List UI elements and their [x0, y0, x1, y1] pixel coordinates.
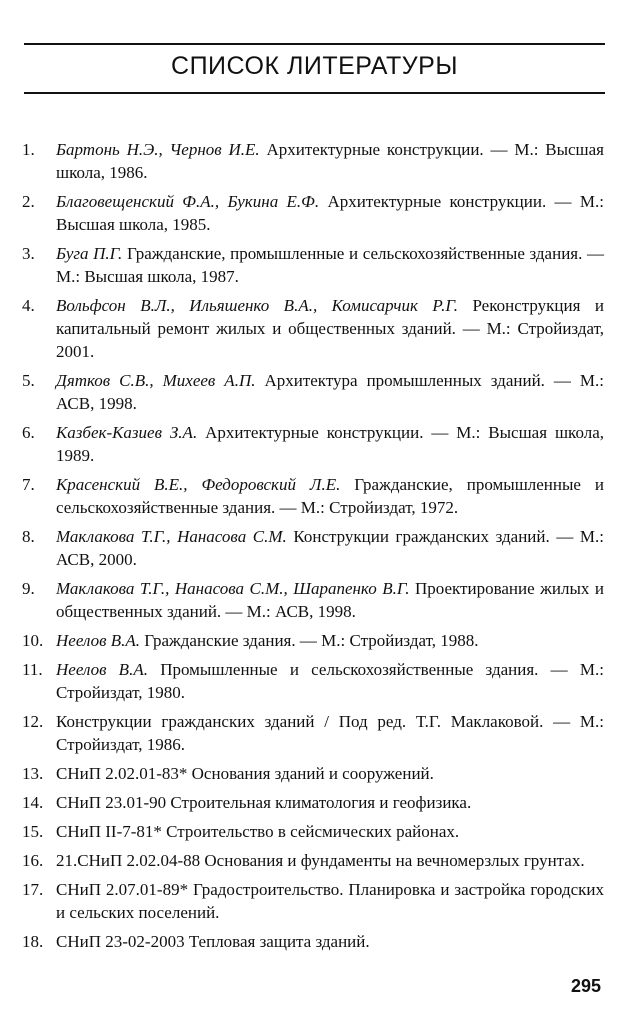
reference-item	[22, 820, 604, 843]
reference-number: 4.	[22, 296, 35, 315]
reference-item	[22, 525, 604, 571]
reference-authors: Неелов В.А.	[56, 631, 140, 650]
reference-list	[22, 138, 604, 959]
reference-title: СНиП 2.02.01-83* Основания зданий и сооружений.	[56, 764, 434, 783]
reference-text	[56, 820, 604, 843]
reference-title: 21.СНиП 2.02.04-88 Основания и фундаменты на вечномерзлых грунтах.	[56, 851, 585, 870]
reference-title: Архитектурные конструкции. — М.: Высшая школа, 1985.	[56, 192, 604, 234]
reference-number: 12.	[22, 712, 44, 731]
reference-text	[56, 762, 604, 785]
reference-text	[56, 930, 604, 953]
reference-title: Реконструкция и капитальный ремонт жилых и общественных зданий. — М.: Стройиздат, 2001.	[56, 296, 604, 361]
page-title: СПИСОК ЛИТЕРАТУРЫ	[171, 52, 458, 80]
reference-title: Гражданские здания. — М.: Стройиздат, 1988.	[139, 631, 479, 650]
reference-text	[56, 849, 604, 872]
reference-title: Гражданские, промышленные и сельскохозяйственные здания. — М.: Стройиздат, 1972.	[56, 475, 604, 517]
reference-text	[56, 710, 604, 756]
reference-number: 5.	[22, 371, 35, 390]
reference-title: СНиП II-7-81* Строительство в сейсмических районах.	[56, 822, 460, 841]
header-top-rule	[24, 43, 605, 45]
reference-authors: Благовещенский Ф.А., Букина Е.Ф.	[56, 192, 320, 211]
reference-number: 2.	[22, 192, 35, 211]
reference-item	[22, 658, 604, 704]
reference-item	[22, 294, 604, 363]
reference-number: 15.	[22, 822, 44, 841]
reference-authors: Красенский В.Е., Федоровский Л.Е.	[56, 475, 341, 494]
reference-number: 10.	[22, 631, 44, 650]
reference-item	[22, 138, 604, 184]
reference-title: СНиП 2.07.01-89* Градостроительство. Планировка и застройка городских и сельских поселений.	[56, 880, 604, 922]
reference-text	[56, 577, 604, 623]
reference-title: Гражданские, промышленные и сельскохозяйственные здания. — М.: Высшая школа, 1987.	[56, 244, 605, 286]
reference-title: Проектирование жилых и общественных зданий. — М.: АСВ, 1998.	[56, 579, 604, 621]
reference-authors: Бартонь Н.Э., Чернов И.Е.	[56, 140, 260, 159]
reference-text	[56, 421, 604, 467]
reference-number: 3.	[22, 244, 35, 263]
reference-authors: Неелов В.А.	[56, 660, 148, 679]
reference-title: Архитектурные конструкции. — М.: Высшая школа, 1989.	[56, 423, 604, 465]
reference-authors: Казбек-Казиев З.А.	[56, 423, 198, 442]
reference-item	[22, 473, 604, 519]
reference-title: Конструкции гражданских зданий. — М.: АСВ, 2000.	[56, 527, 604, 569]
reference-number: 14.	[22, 793, 44, 812]
reference-authors: Вольфсон В.Л., Ильяшенко В.А., Комисарчик Р.Г.	[56, 296, 458, 315]
reference-authors: Маклакова Т.Г., Нанасова С.М.	[56, 527, 287, 546]
reference-number: 18.	[22, 932, 44, 951]
reference-title: Архитектурные конструкции. — М.: Высшая школа, 1986.	[56, 140, 605, 182]
reference-title: Архитектура промышленных зданий. — М.: АСВ, 1998.	[56, 371, 604, 413]
reference-item	[22, 791, 604, 814]
reference-number: 17.	[22, 880, 44, 899]
reference-authors: Дятков С.В., Михеев А.П.	[56, 371, 256, 390]
reference-number: 1.	[22, 140, 35, 159]
reference-number: 13.	[22, 764, 44, 783]
reference-text	[56, 791, 604, 814]
reference-item	[22, 629, 604, 652]
reference-title: Конструкции гражданских зданий / Под ред. Т.Г. Маклаковой. — М.: Стройиздат, 1986.	[56, 712, 604, 754]
reference-item	[22, 762, 604, 785]
reference-text	[56, 138, 604, 184]
reference-text	[56, 473, 604, 519]
reference-text	[56, 294, 604, 363]
reference-text	[56, 242, 604, 288]
reference-text	[56, 658, 604, 704]
reference-item	[22, 930, 604, 953]
reference-title: Промышленные и сельскохозяйственные здания. — М.: Стройиздат, 1980.	[56, 660, 604, 702]
reference-text	[56, 369, 604, 415]
reference-number: 6.	[22, 423, 35, 442]
reference-text	[56, 629, 604, 652]
reference-item	[22, 190, 604, 236]
reference-item	[22, 421, 604, 467]
reference-item	[22, 369, 604, 415]
reference-number: 9.	[22, 579, 35, 598]
reference-item	[22, 878, 604, 924]
reference-title: СНиП 23-02-2003 Тепловая защита зданий.	[56, 932, 370, 951]
reference-number: 8.	[22, 527, 35, 546]
reference-text	[56, 190, 604, 236]
reference-item	[22, 242, 604, 288]
reference-item	[22, 849, 604, 872]
reference-authors: Маклакова Т.Г., Нанасова С.М., Шарапенко В.Г.	[56, 579, 410, 598]
reference-title: СНиП 23.01-90 Строительная климатология и геофизика.	[56, 793, 472, 812]
reference-item	[22, 710, 604, 756]
reference-text	[56, 525, 604, 571]
reference-number: 16.	[22, 851, 44, 870]
reference-item	[22, 577, 604, 623]
reference-number: 7.	[22, 475, 35, 494]
header-bottom-rule	[24, 92, 605, 94]
reference-text	[56, 878, 604, 924]
reference-number: 11.	[22, 660, 43, 679]
page-number: 295	[570, 976, 601, 996]
reference-authors: Буга П.Г.	[56, 244, 123, 263]
